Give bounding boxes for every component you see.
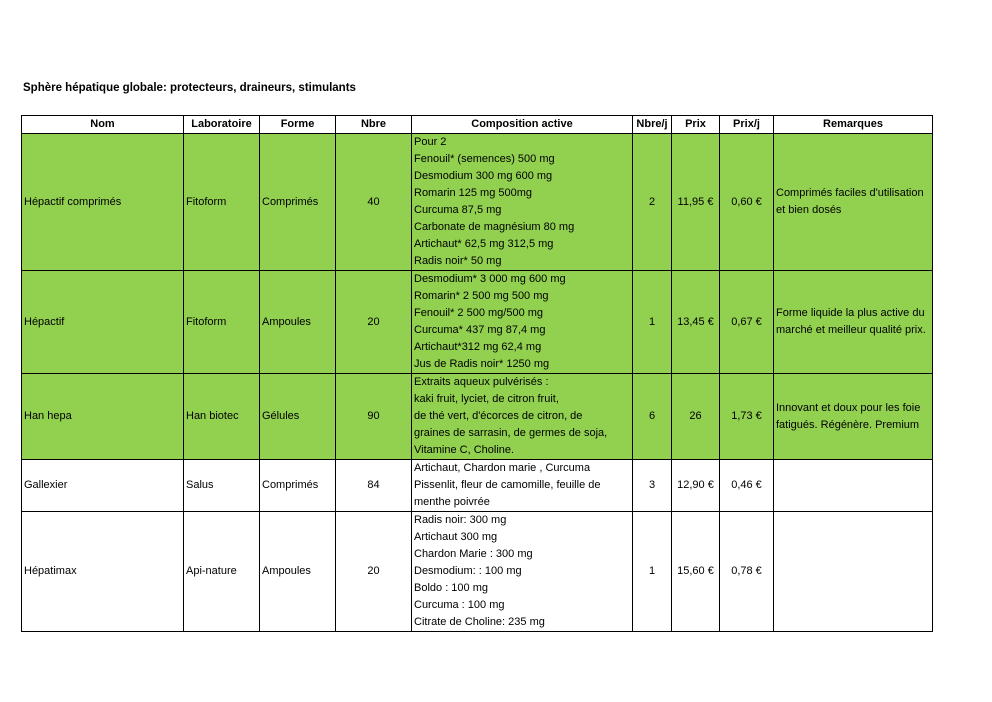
cell-nom: Han hepa [22,374,184,460]
cell-composition: Desmodium* 3 000 mg 600 mg Romarin* 2 500 mg 500 mg Fenouil* 2 500 mg/500 mg Curcuma* 437 mg 87,4 mg Artichaut*312 mg 62,4 mg Jus de Radis noir* 1250 mg [412,271,633,374]
header-prix-j: Prix/j [720,116,774,134]
cell-nom: Hépactif comprimés [22,134,184,271]
cell-nbre: 20 [336,271,412,374]
cell-nom: Hépatimax [22,512,184,632]
header-composition: Composition active [412,116,633,134]
cell-prix-j: 0,46 € [720,460,774,512]
cell-nbre-j: 6 [633,374,672,460]
cell-nbre-j: 3 [633,460,672,512]
cell-nom: Hépactif [22,271,184,374]
cell-nbre-j: 1 [633,512,672,632]
products-table [21,115,933,632]
table-row [22,512,933,632]
cell-laboratoire: Fitoform [184,271,260,374]
cell-remarques: Comprimés faciles d'utilisation et bien dosés [774,134,933,271]
cell-nbre: 20 [336,512,412,632]
cell-forme: Gélules [260,374,336,460]
table-header-row [22,116,933,134]
cell-nbre-j: 2 [633,134,672,271]
cell-prix: 12,90 € [672,460,720,512]
cell-nbre: 84 [336,460,412,512]
header-laboratoire: Laboratoire [184,116,260,134]
cell-laboratoire: Salus [184,460,260,512]
cell-prix-j: 1,73 € [720,374,774,460]
cell-remarques: Innovant et doux pour les foie fatigués. Régénère. Premium [774,374,933,460]
cell-prix: 13,45 € [672,271,720,374]
cell-composition: Artichaut, Chardon marie , Curcuma Pissenlit, fleur de camomille, feuille de menthe poivrée [412,460,633,512]
cell-composition: Radis noir: 300 mg Artichaut 300 mg Chardon Marie : 300 mg Desmodium: : 100 mg Boldo : 100 mg Curcuma : 100 mg Citrate de Choline: 235 mg [412,512,633,632]
cell-prix: 11,95 € [672,134,720,271]
table-row [22,460,933,512]
cell-nbre: 40 [336,134,412,271]
cell-forme: Comprimés [260,460,336,512]
header-nbre-j: Nbre/j [633,116,672,134]
header-nom: Nom [22,116,184,134]
cell-remarques [774,512,933,632]
cell-remarques [774,460,933,512]
table-row [22,271,933,374]
cell-forme: Comprimés [260,134,336,271]
cell-nbre-j: 1 [633,271,672,374]
cell-prix-j: 0,67 € [720,271,774,374]
cell-laboratoire: Han biotec [184,374,260,460]
header-forme: Forme [260,116,336,134]
header-nbre: Nbre [336,116,412,134]
page-title: Sphère hépatique globale: protecteurs, draineurs, stimulants [23,82,356,94]
cell-prix: 26 [672,374,720,460]
cell-laboratoire: Fitoform [184,134,260,271]
header-remarques: Remarques [774,116,933,134]
header-prix: Prix [672,116,720,134]
cell-forme: Ampoules [260,271,336,374]
cell-nbre: 90 [336,374,412,460]
cell-prix: 15,60 € [672,512,720,632]
cell-forme: Ampoules [260,512,336,632]
table-row [22,374,933,460]
cell-composition: Extraits aqueux pulvérisés : kaki fruit, lyciet, de citron fruit, de thé vert, d'écorces de citron, de graines de sarrasin, de germes de soja, Vitamine C, Choline. [412,374,633,460]
table-row [22,134,933,271]
cell-prix-j: 0,78 € [720,512,774,632]
cell-prix-j: 0,60 € [720,134,774,271]
cell-nom: Gallexier [22,460,184,512]
cell-laboratoire: Api-nature [184,512,260,632]
cell-composition: Pour 2 Fenouil* (semences) 500 mg Desmodium 300 mg 600 mg Romarin 125 mg 500mg Curcuma 87,5 mg Carbonate de magnésium 80 mg Artichaut* 62,5 mg 312,5 mg Radis noir* 50 mg [412,134,633,271]
cell-remarques: Forme liquide la plus active du marché et meilleur qualité prix. [774,271,933,374]
